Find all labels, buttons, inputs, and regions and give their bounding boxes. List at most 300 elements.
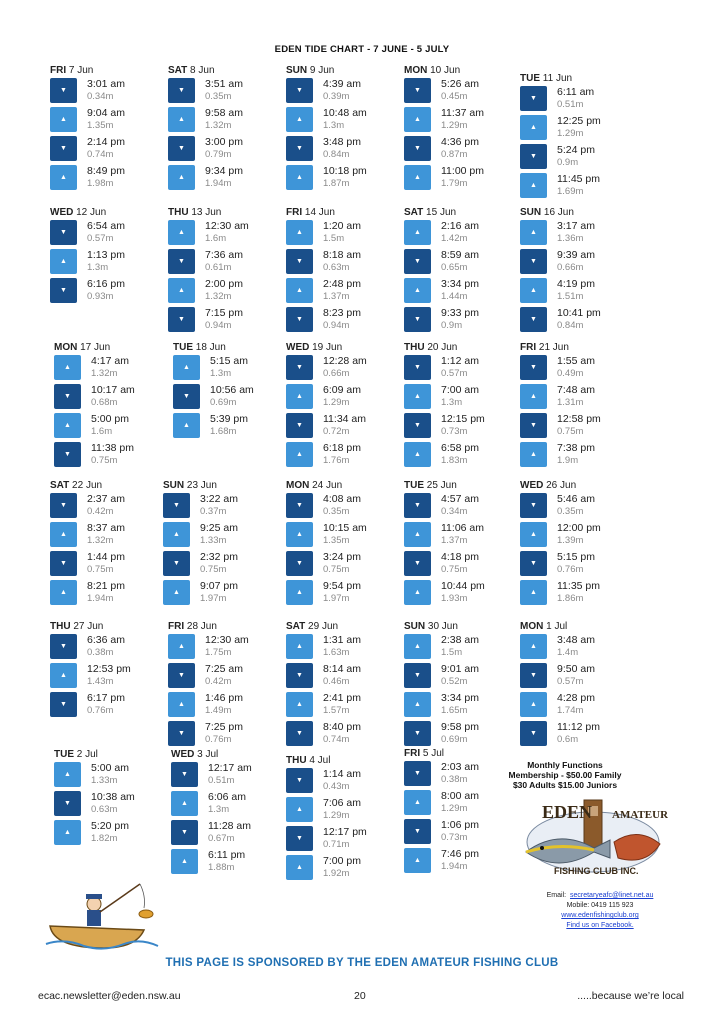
arrow-up-icon: ▲ [296,393,303,400]
tide-height: 0.66m [557,262,584,273]
low-tide-entry [520,720,628,749]
low-tide-marker [286,493,313,518]
low-tide-entry [286,135,394,164]
arrow-up-icon: ▲ [178,229,185,236]
arrow-down-icon: ▼ [64,800,71,807]
high-tide-entry [404,441,512,470]
high-tide-marker [286,692,313,717]
tide-time: 5:00 pm [91,413,129,425]
tide-height: 1.33m [91,775,118,786]
arrow-up-icon: ▲ [414,116,421,123]
low-tide-marker [286,78,313,103]
day-date: 7 Jun [68,65,94,76]
day-block [286,754,394,883]
high-tide-marker [171,791,198,816]
tide-height: 0.49m [557,368,584,379]
website-link[interactable]: www.edenfishingclub.org [561,912,639,919]
arrow-down-icon: ▼ [414,828,421,835]
low-tide-entry [171,819,279,848]
low-tide-entry [520,550,628,579]
high-tide-marker [163,580,190,605]
low-tide-entry [286,77,394,106]
high-tide-entry [50,248,158,277]
tide-time: 9:01 am [441,663,479,675]
day-date: 19 Jun [312,342,343,353]
low-tide-entry [173,383,281,412]
arrow-up-icon: ▲ [181,800,188,807]
high-tide-entry [520,441,628,470]
day-date: 16 Jun [543,207,574,218]
high-tide-entry [286,106,394,135]
tide-height: 1.76m [323,455,350,466]
arrow-down-icon: ▼ [64,393,71,400]
day-label [520,341,628,354]
high-tide-marker [520,278,547,303]
low-tide-entry [168,720,276,749]
high-tide-entry [404,106,512,135]
day-name: SUN [404,621,426,632]
high-tide-entry [50,662,158,691]
high-tide-entry [404,277,512,306]
high-tide-entry [171,848,279,877]
day-block [50,206,158,306]
tide-height: 0.42m [87,506,114,517]
low-tide-marker [50,278,77,303]
tide-time: 12:30 am [205,220,249,232]
arrow-up-icon: ▲ [60,174,67,181]
tide-height: 1.3m [323,120,345,131]
high-tide-marker [404,384,431,409]
tide-time: 6:18 pm [323,442,361,454]
tide-time: 1:55 am [557,355,595,367]
low-tide-entry [404,818,512,847]
tide-height: 1.3m [441,397,463,408]
day-label [286,64,394,77]
tide-height: 0.57m [87,233,114,244]
low-tide-marker [50,634,77,659]
tide-time: 1:14 am [323,768,361,780]
arrow-down-icon: ▼ [296,145,303,152]
low-tide-marker [404,721,431,746]
tide-time: 8:59 am [441,249,479,261]
day-name: THU [168,207,189,218]
tide-time: 5:15 pm [557,551,595,563]
tide-height: 0.75m [557,426,584,437]
day-date: 28 Jun [186,621,217,632]
arrow-down-icon: ▼ [60,145,67,152]
tide-height: 1.93m [441,593,468,604]
day-block [404,620,512,749]
low-tide-entry [404,492,512,521]
low-tide-entry [168,248,276,277]
tide-time: 7:46 pm [441,848,479,860]
high-tide-marker [520,220,547,245]
day-name: MON [54,342,78,353]
high-tide-entry [520,277,628,306]
low-tide-entry [520,662,628,691]
high-tide-entry [520,633,628,662]
day-label [404,620,512,633]
tide-time: 2:41 pm [323,692,361,704]
tide-height: 1.37m [441,535,468,546]
day-label [286,206,394,219]
tide-height: 0.94m [205,320,232,331]
tide-height: 1.3m [210,368,232,379]
day-name: WED [520,480,544,491]
tide-height: 1.98m [87,178,114,189]
facebook-link[interactable]: Find us on Facebook. [566,922,634,929]
high-tide-marker [173,355,200,380]
low-tide-entry [520,354,628,383]
high-tide-marker [50,107,77,132]
high-tide-marker [286,855,313,880]
tide-time: 7:00 am [441,384,479,396]
day-date: 10 Jun [430,65,461,76]
tide-height: 1.86m [557,593,584,604]
low-tide-entry [404,135,512,164]
high-tide-marker [168,278,195,303]
high-tide-entry [404,847,512,876]
tide-time: 4:17 am [91,355,129,367]
tide-time: 9:34 pm [205,165,243,177]
arrow-up-icon: ▲ [183,364,190,371]
tide-height: 0.35m [205,91,232,102]
tide-time: 9:25 am [200,522,238,534]
tide-time: 5:46 am [557,493,595,505]
tide-time: 6:36 am [87,634,125,646]
arrow-up-icon: ▲ [530,643,537,650]
arrow-down-icon: ▼ [64,451,71,458]
low-tide-entry [50,550,158,579]
tide-height: 0.84m [557,320,584,331]
tide-time: 9:54 pm [323,580,361,592]
tide-height: 1.29m [557,128,584,139]
sponsor-line-3: $30 Adults $15.00 Juniors [512,780,618,790]
high-tide-entry [54,761,162,790]
tide-time: 6:16 pm [87,278,125,290]
day-label [404,206,512,219]
arrow-down-icon: ▼ [530,672,537,679]
arrow-down-icon: ▼ [178,730,185,737]
high-tide-entry [286,854,394,883]
arrow-down-icon: ▼ [296,560,303,567]
arrow-up-icon: ▲ [530,531,537,538]
low-tide-marker [520,413,547,438]
high-tide-entry [520,172,628,201]
tide-height: 0.75m [91,455,118,466]
tide-height: 0.9m [557,157,579,168]
high-tide-entry [404,383,512,412]
tide-time: 8:23 pm [323,307,361,319]
tide-time: 3:22 am [200,493,238,505]
arrow-up-icon: ▲ [296,531,303,538]
high-tide-entry [520,691,628,720]
tide-height: 0.43m [323,781,350,792]
tide-height: 1.33m [200,535,227,546]
high-tide-marker [404,220,431,245]
day-label [404,747,512,760]
high-tide-marker [404,692,431,717]
tide-time: 3:51 am [205,78,243,90]
tide-height: 0.57m [557,676,584,687]
low-tide-marker [286,136,313,161]
tide-height: 1.65m [441,705,468,716]
day-label [404,64,512,77]
low-tide-marker [404,551,431,576]
low-tide-entry [163,492,271,521]
tide-time: 4:18 pm [441,551,479,563]
tide-height: 1.74m [557,705,584,716]
low-tide-marker [286,826,313,851]
high-tide-marker [54,762,81,787]
day-date: 24 Jun [312,480,343,491]
low-tide-entry [404,720,512,749]
tide-height: 0.42m [205,676,232,687]
tide-time: 12:58 pm [557,413,601,425]
email-link[interactable]: secretaryeafc@linet.net.au [569,892,654,899]
high-tide-marker [286,442,313,467]
tide-time: 1:20 am [323,220,361,232]
low-tide-marker [404,761,431,786]
tide-height: 1.82m [91,833,118,844]
day-block [50,64,158,193]
tide-time: 7:48 am [557,384,595,396]
low-tide-marker [520,721,547,746]
day-date: 5 Jul [422,748,445,759]
low-tide-marker [404,413,431,438]
tide-height: 1.31m [557,397,584,408]
low-tide-entry [520,248,628,277]
day-block [404,479,512,608]
high-tide-entry [520,114,628,143]
tide-time: 7:25 pm [205,721,243,733]
high-tide-marker [50,249,77,274]
footer-email: ecac.newsletter@eden.nsw.au [38,990,181,1002]
day-label [404,341,512,354]
day-label [520,479,628,492]
low-tide-marker [168,136,195,161]
arrow-up-icon: ▲ [173,531,180,538]
arrow-down-icon: ▼ [414,730,421,737]
arrow-down-icon: ▼ [296,87,303,94]
high-tide-marker [173,413,200,438]
arrow-up-icon: ▲ [414,393,421,400]
arrow-up-icon: ▲ [530,182,537,189]
tide-height: 0.76m [557,564,584,575]
day-block [286,479,394,608]
low-tide-entry [50,277,158,306]
tide-height: 1.79m [441,178,468,189]
day-date: 2 Jul [76,749,98,760]
logo-word-club: FISHING CLUB INC. [554,866,639,876]
day-name: TUE [520,73,540,84]
day-block [168,620,276,749]
high-tide-marker [50,522,77,547]
arrow-up-icon: ▲ [64,364,71,371]
tide-time: 11:06 am [441,522,484,534]
tide-time: 10:44 pm [441,580,485,592]
tide-height: 1.29m [441,803,468,814]
tide-time: 12:28 am [323,355,367,367]
tide-time: 2:37 am [87,493,125,505]
day-date: 13 Jun [191,207,222,218]
tide-height: 0.71m [323,839,350,850]
arrow-up-icon: ▲ [530,451,537,458]
day-block [404,64,512,193]
tide-height: 0.63m [323,262,350,273]
low-tide-marker [50,551,77,576]
page-number: 20 [354,990,366,1002]
tide-height: 1.32m [205,291,232,302]
arrow-down-icon: ▼ [296,364,303,371]
tide-time: 9:04 am [87,107,125,119]
low-tide-entry [50,135,158,164]
tide-height: 0.6m [557,734,579,745]
high-tide-marker [50,663,77,688]
tide-height: 1.43m [87,676,114,687]
tide-height: 1.69m [557,186,584,197]
tide-height: 0.57m [441,368,468,379]
day-block [50,620,158,720]
arrow-up-icon: ▲ [178,174,185,181]
tide-time: 6:11 pm [208,849,246,861]
tide-time: 3:17 am [557,220,595,232]
low-tide-marker [168,721,195,746]
tide-height: 0.67m [208,833,235,844]
tide-height: 0.72m [323,426,350,437]
day-name: SAT [50,480,70,491]
tide-time: 12:25 pm [557,115,601,127]
day-date: 20 Jun [427,342,458,353]
day-label [168,64,276,77]
low-tide-entry [168,77,276,106]
high-tide-marker [404,442,431,467]
tide-height: 1.36m [557,233,584,244]
day-label [54,748,162,761]
tide-time: 3:00 pm [205,136,243,148]
tide-time: 8:40 pm [323,721,361,733]
high-tide-entry [168,633,276,662]
day-date: 15 Jun [426,207,457,218]
tide-time: 6:09 am [323,384,361,396]
tide-time: 5:20 pm [91,820,129,832]
arrow-up-icon: ▲ [64,422,71,429]
tide-time: 11:12 pm [557,721,600,733]
tide-height: 0.38m [87,647,114,658]
day-date: 12 Jun [76,207,107,218]
day-block [286,206,394,335]
tide-time: 12:30 am [205,634,249,646]
tide-time: 6:54 am [87,220,125,232]
tide-time: 2:14 pm [87,136,125,148]
tide-height: 1.44m [441,291,468,302]
day-block [168,206,276,335]
arrow-up-icon: ▲ [296,589,303,596]
high-tide-entry [286,633,394,662]
high-tide-entry [286,521,394,550]
low-tide-marker [168,307,195,332]
high-tide-marker [168,107,195,132]
tide-height: 1.39m [557,535,584,546]
tide-height: 0.75m [87,564,114,575]
arrow-up-icon: ▲ [60,116,67,123]
tide-time: 5:24 pm [557,144,595,156]
day-name: SUN [163,480,185,491]
arrow-up-icon: ▲ [296,287,303,294]
tide-time: 5:39 pm [210,413,248,425]
arrow-down-icon: ▼ [296,777,303,784]
tide-time: 1:44 pm [87,551,125,563]
day-block [171,748,279,877]
low-tide-entry [404,77,512,106]
tide-time: 12:17 am [208,762,252,774]
high-tide-marker [286,278,313,303]
tide-height: 1.88m [208,862,235,873]
low-tide-marker [404,493,431,518]
arrow-up-icon: ▲ [530,393,537,400]
tide-time: 5:15 am [210,355,248,367]
low-tide-entry [286,720,394,749]
arrow-up-icon: ▲ [181,858,188,865]
arrow-up-icon: ▲ [296,174,303,181]
high-tide-entry [520,219,628,248]
high-tide-entry [404,219,512,248]
tide-time: 1:31 am [323,634,361,646]
tide-height: 0.35m [557,506,584,517]
low-tide-entry [163,550,271,579]
day-label [404,479,512,492]
day-name: THU [50,621,71,632]
high-tide-marker [286,165,313,190]
tide-time: 10:56 am [210,384,254,396]
day-name: TUE [404,480,424,491]
tide-height: 1.97m [200,593,227,604]
day-date: 26 Jun [546,480,577,491]
day-block [163,479,271,608]
arrow-up-icon: ▲ [414,799,421,806]
tide-height: 0.45m [441,91,468,102]
tide-time: 2:00 pm [205,278,243,290]
low-tide-marker [520,551,547,576]
tide-time: 4:19 pm [557,278,595,290]
tide-height: 1.87m [323,178,350,189]
day-block [520,72,628,201]
tide-height: 1.32m [91,368,118,379]
tide-height: 0.68m [91,397,118,408]
day-name: SUN [520,207,542,218]
low-tide-entry [286,412,394,441]
tide-height: 0.39m [323,91,350,102]
day-block [404,206,512,335]
day-name: SAT [404,207,424,218]
day-label [286,620,394,633]
tide-time: 11:37 am [441,107,484,119]
tide-height: 1.68m [210,426,237,437]
low-tide-entry [286,248,394,277]
tide-time: 11:00 pm [441,165,484,177]
low-tide-marker [50,78,77,103]
arrow-down-icon: ▼ [60,229,67,236]
tide-time: 3:34 pm [441,692,479,704]
tide-height: 0.51m [208,775,235,786]
high-tide-marker [520,115,547,140]
tide-height: 1.3m [208,804,230,815]
day-label [173,341,281,354]
sponsor-line-2: Membership - $50.00 Family [508,770,622,780]
day-label [520,72,628,85]
arrow-up-icon: ▲ [64,771,71,778]
arrow-up-icon: ▲ [178,116,185,123]
